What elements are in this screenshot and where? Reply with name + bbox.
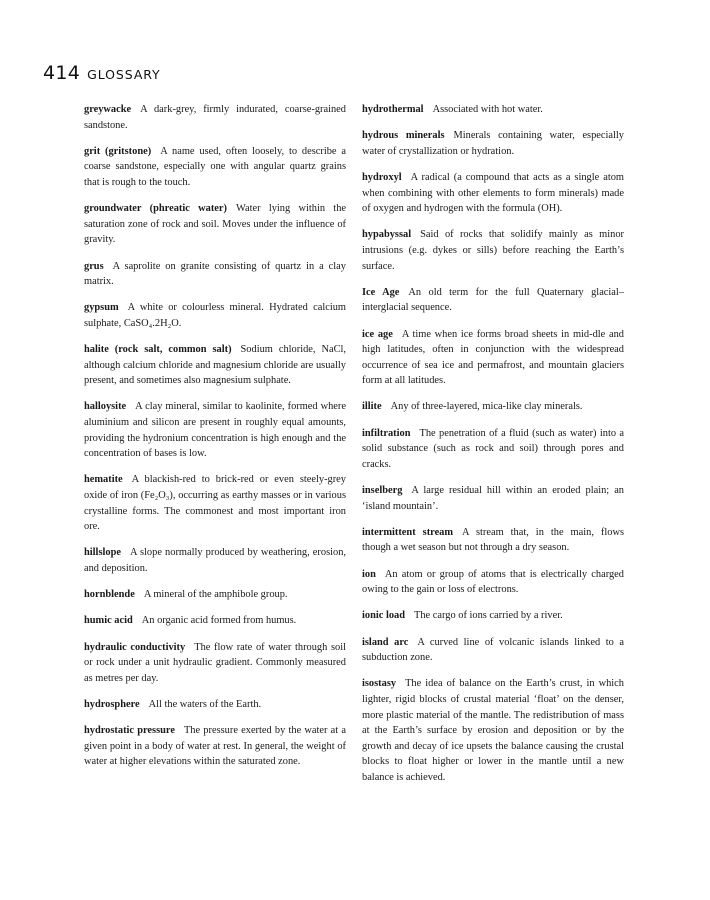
glossary-definition: A large residual hill within an eroded plain; an ‘island mountain’. <box>362 485 624 512</box>
glossary-term: groundwater (phreatic water) <box>84 203 227 215</box>
glossary-term: hypabyssal <box>362 229 412 241</box>
glossary-entry <box>362 327 624 389</box>
glossary-entry <box>362 608 624 624</box>
glossary-term: hydrostatic pressure <box>84 725 175 737</box>
glossary-term: halite (rock salt, common salt) <box>84 344 232 356</box>
glossary-definition: The penetration of a fluid (such as water) into a solid substance (such as rock and soil) through pores and cracks. <box>362 427 624 470</box>
glossary-definition: A saprolite on granite consisting of quartz in a clay matrix. <box>84 260 346 288</box>
glossary-entry <box>84 472 346 534</box>
glossary-term: hillslope <box>84 547 121 559</box>
glossary-definition: All the waters of the Earth. <box>148 698 262 710</box>
glossary-definition: A clay mineral, similar to kaolinite, formed where aluminium and silicon are present in roughly equal amounts, providing the hydronium concentration is high enough and the concentration of bases is low. <box>84 401 346 460</box>
glossary-term: hornblende <box>84 589 135 601</box>
glossary-column-right <box>362 102 624 796</box>
glossary-entry <box>84 723 346 770</box>
glossary-entry <box>84 300 346 331</box>
glossary-entry <box>362 426 624 473</box>
glossary-entry <box>362 128 624 159</box>
glossary-entry <box>362 170 624 217</box>
glossary-definition: The idea of balance on the Earth’s crust, in which lighter, rigid blocks of crustal material ‘float’ on the denser, more plastic material of the mantle. The redistribution of mass at the Earth’s surface by erosion and deposition or by the growth and decay of ice upsets the balance causing the crustal blocks to float higher or lower in the mantle until a new balance is achieved. <box>362 678 624 783</box>
glossary-term: ice age <box>362 328 393 340</box>
glossary-term: halloysite <box>84 401 127 413</box>
glossary-definition: Any of three-layered, mica-like clay minerals. <box>390 401 583 413</box>
glossary-entry <box>362 399 624 415</box>
glossary-entry <box>362 285 624 316</box>
glossary-definition: Sodium chloride, NaCl, although calcium chloride and magnesium chloride are usually present, and sometimes also magnesium sulphate. <box>84 344 346 387</box>
glossary-entry <box>362 227 624 274</box>
glossary-definition: A stream that, in the main, flows though a wet season but not through a dry season. <box>362 526 624 554</box>
glossary-definition: Associated with hot water. <box>432 104 543 115</box>
glossary-term: island arc <box>362 636 409 648</box>
glossary-definition: A time when ice forms broad sheets in mid-dle and high latitudes, often in conjunction with the widespread occurrence of sea ice and permafrost, and mountain glaciers form at all latitudes. <box>362 328 625 387</box>
glossary-term: grit (gritstone) <box>84 145 152 157</box>
glossary-term: hydroxyl <box>362 171 402 183</box>
glossary-term: grus <box>84 260 104 272</box>
glossary-definition: Water lying within the saturation zone of rock and soil. Moves under the influence of gravity. <box>84 203 347 246</box>
glossary-entry <box>84 201 346 248</box>
glossary-definition: A white or colourless mineral. Hydrated calcium sulphate, CaSO₄.2H₂O. <box>84 302 346 329</box>
glossary-entry <box>362 567 624 598</box>
glossary-entry <box>84 259 346 290</box>
glossary-definition: An atom or group of atoms that is electrically charged owing to the gain or loss of electrons. <box>362 568 624 596</box>
glossary-definition: The cargo of ions carried by a river. <box>414 610 563 622</box>
glossary-term: gypsum <box>84 302 119 314</box>
glossary-term: infiltration <box>362 427 411 439</box>
glossary-definition: A mineral of the amphibole group. <box>143 589 288 601</box>
glossary-entry <box>84 545 346 576</box>
glossary-definition: A blackish-red to brick-red or even steely-grey oxide of iron (Fe₂O₃), occurring as earthy masses or in various crystalline forms. The commonest and most important iron ore. <box>84 474 346 533</box>
glossary-term: hydrosphere <box>84 698 140 710</box>
glossary-entry <box>84 640 346 687</box>
glossary-term: illite <box>362 401 382 413</box>
glossary-entry <box>362 676 624 785</box>
glossary-definition: The pressure exerted by the water at a given point in a body of water at rest. In general, the weight of water at higher elevations within the saturated zone. <box>84 725 346 768</box>
glossary-term: inselberg <box>362 485 403 497</box>
section-title: GLOSSARY <box>87 67 161 82</box>
glossary-term: hematite <box>84 474 123 486</box>
page-number: 414 <box>43 62 81 84</box>
glossary-term: isostasy <box>362 678 397 690</box>
glossary-term: ion <box>362 568 376 580</box>
glossary-entry <box>84 587 346 603</box>
glossary-entry <box>362 483 624 514</box>
glossary-column-left <box>84 102 346 781</box>
glossary-definition: An organic acid formed from humus. <box>141 615 297 627</box>
glossary-term: hydrous minerals <box>362 130 445 142</box>
glossary-term: intermittent stream <box>362 526 454 538</box>
glossary-term: hydrothermal <box>362 104 424 115</box>
glossary-definition: Minerals containing water, especially water of crystallization or hydration. <box>362 130 624 157</box>
glossary-definition: A radical (a compound that acts as a single atom when combining with other elements to form minerals) made of oxygen and hydrogen with the formula (OH). <box>362 171 624 215</box>
glossary-term: humic acid <box>84 615 133 627</box>
glossary-entry <box>84 102 346 133</box>
glossary-entry <box>362 102 624 118</box>
glossary-term: hydraulic conductivity <box>84 641 186 653</box>
glossary-entry <box>84 697 346 713</box>
glossary-definition: A slope normally produced by weathering, erosion, and deposition. <box>84 547 346 574</box>
glossary-definition: A dark-grey, firmly indurated, coarse-grained sandstone. <box>84 104 346 131</box>
glossary-definition: A name used, often loosely, to describe a coarse sandstone, especially one with angular quartz grains that is rough to the touch. <box>84 145 347 188</box>
glossary-entry <box>84 144 346 191</box>
glossary-entry <box>84 342 346 389</box>
glossary-entry <box>362 635 624 666</box>
glossary-term: Ice Age <box>362 286 400 298</box>
glossary-entry <box>84 399 346 461</box>
glossary-definition: Said of rocks that solidify mainly as minor intrusions (e.g. dykes or sills) before reaching the Earth’s surface. <box>362 229 624 272</box>
glossary-term: ionic load <box>362 610 406 622</box>
glossary-entry <box>84 613 346 629</box>
glossary-definition: The flow rate of water through soil or rock under a unit hydraulic gradient. Commonly measured as metres per day. <box>84 641 346 684</box>
glossary-definition: A curved line of volcanic islands linked to a subduction zone. <box>362 636 624 664</box>
glossary-definition: An old term for the full Quaternary glacial–interglacial sequence. <box>362 286 625 314</box>
running-header <box>43 62 161 84</box>
glossary-term: greywacke <box>84 104 132 115</box>
glossary-entry <box>362 525 624 556</box>
